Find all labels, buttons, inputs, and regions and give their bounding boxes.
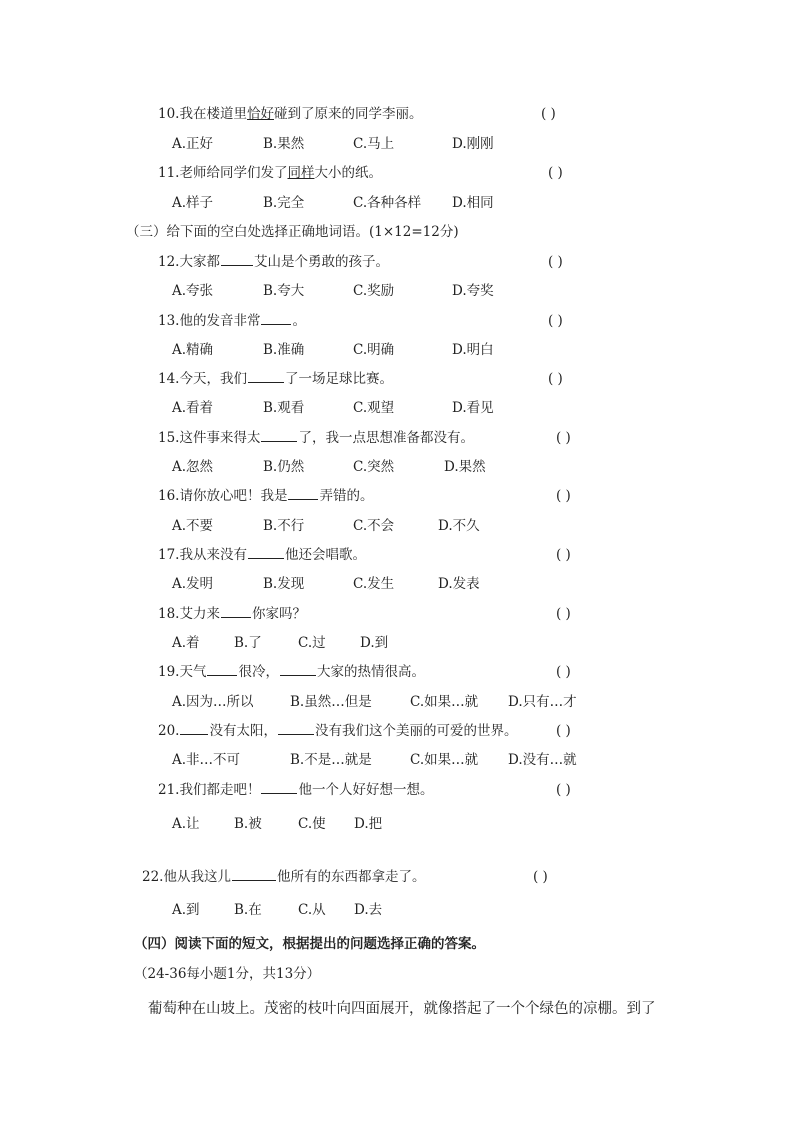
question-20 [158,722,517,740]
question-text: 16.请你放心吧！我是 [158,488,288,504]
answer-paren-17[interactable]: ( ) [556,547,571,563]
option-c[interactable]: C.不会 [353,518,395,534]
option-d[interactable]: D.相同 [452,195,494,211]
option-c[interactable]: C.观望 [353,400,395,416]
question-10 [158,105,422,123]
question-text: 17.我从来没有 [158,547,247,563]
underlined-word: 同样 [287,165,315,181]
option-a[interactable]: A.因为…所以 [172,694,254,710]
option-d[interactable]: D.到 [360,635,389,651]
question-text: 了，我一点思想准备都没有。 [298,430,474,446]
question-text: 大小的纸。 [314,165,382,181]
option-b[interactable]: B.发现 [263,576,305,592]
question-text: 大家的热情很高。 [316,664,425,680]
blank[interactable] [232,868,276,881]
option-a[interactable]: A.正好 [172,136,214,152]
blank[interactable] [261,429,297,442]
option-d[interactable]: D.没有…就 [508,752,577,768]
question-15 [158,429,474,447]
option-c[interactable]: C.突然 [353,459,395,475]
option-c[interactable]: C.明确 [353,342,395,358]
option-c[interactable]: C.发生 [353,576,395,592]
question-text: 很冷， [238,664,279,680]
question-text: 艾山是个勇敢的孩子。 [253,254,389,270]
question-text: 14.今天，我们 [158,371,247,387]
option-d[interactable]: D.刚刚 [452,136,494,152]
question-text: 10.我在楼道里 [158,106,247,122]
question-12 [158,253,389,271]
section-3-heading: （三）给下面的空白处选择正确地词语。(1×12=12分) [126,224,459,240]
question-text: 15.这件事来得太 [158,430,261,446]
option-d[interactable]: D.明白 [452,342,494,358]
option-b[interactable]: B.准确 [263,342,305,358]
option-c[interactable]: C.如果…就 [410,694,479,710]
question-text: 。 [292,313,306,329]
option-a[interactable]: A.到 [172,902,200,918]
answer-paren-12[interactable]: ( ) [548,254,563,270]
question-16 [158,487,373,505]
option-c[interactable]: C.各种各样 [353,195,422,211]
option-d[interactable]: D.夸奖 [452,283,494,299]
option-a[interactable]: A.夸张 [172,283,214,299]
question-text: 19.天气 [158,664,207,680]
question-text: 18.艾力来 [158,606,220,622]
question-text: 碰到了原来的同学李丽。 [273,106,423,122]
option-d[interactable]: D.果然 [444,459,486,475]
answer-paren-18[interactable]: ( ) [556,606,571,622]
question-13 [158,312,306,330]
option-c[interactable]: C.如果…就 [410,752,479,768]
option-d[interactable]: D.去 [354,902,383,918]
blank[interactable] [288,487,318,500]
blank[interactable] [207,663,237,676]
option-c[interactable]: C.从 [298,902,326,918]
blank[interactable] [221,253,253,266]
question-text: 他一个人好好想一想。 [298,782,434,798]
answer-paren-11[interactable]: ( ) [548,165,563,181]
question-text: 12.大家都 [158,254,220,270]
question-18 [158,605,306,623]
blank[interactable] [221,605,251,618]
blank[interactable] [261,781,297,794]
answer-paren-16[interactable]: ( ) [556,488,571,504]
option-c[interactable]: C.马上 [353,136,395,152]
option-d[interactable]: D.把 [354,816,383,832]
underlined-word: 恰好 [246,106,274,122]
option-b[interactable]: B.夸大 [263,283,305,299]
option-d[interactable]: D.发表 [438,576,480,592]
question-19 [158,663,425,681]
question-11 [158,164,382,182]
question-17 [158,546,366,564]
question-text: 13.他的发音非常 [158,313,261,329]
blank[interactable] [280,663,316,676]
option-a[interactable]: A.样子 [172,195,214,211]
question-text: 20. [158,723,180,739]
option-c[interactable]: C.奖励 [353,283,395,299]
question-21 [158,781,433,799]
blank[interactable] [278,722,314,735]
option-a[interactable]: A.非…不可 [172,752,241,768]
answer-paren-20[interactable]: ( ) [556,723,571,739]
answer-paren-19[interactable]: ( ) [556,664,571,680]
question-text: 21.我们都走吧！ [158,782,261,798]
option-a[interactable]: A.忽然 [172,459,214,475]
option-b[interactable]: B.果然 [263,136,305,152]
question-text: 没有我们这个美丽的可爱的世界。 [314,723,518,739]
option-b[interactable]: B.虽然…但是 [290,694,372,710]
option-b[interactable]: B.完全 [263,195,305,211]
answer-paren-22[interactable]: ( ) [533,869,548,885]
option-a[interactable]: A.着 [172,635,200,651]
option-b[interactable]: B.在 [234,902,262,918]
question-text: 11.老师给同学们发了 [158,165,288,181]
question-text: 22.他从我这儿 [142,869,231,885]
answer-paren-13[interactable]: ( ) [548,313,563,329]
option-b[interactable]: B.仍然 [263,459,305,475]
section-4-note: （24-36每小题1分，共13分） [134,966,321,982]
question-text: 没有太阳， [209,723,277,739]
question-text: 了一场足球比赛。 [284,371,393,387]
answer-paren-10[interactable]: ( ) [541,106,556,122]
option-a[interactable]: A.精确 [172,342,214,358]
option-c[interactable]: C.使 [298,816,326,832]
question-text: 弄错的。 [319,488,374,504]
blank[interactable] [248,546,284,559]
option-a[interactable]: A.不要 [172,518,214,534]
option-d[interactable]: D.不久 [438,518,480,534]
answer-paren-14[interactable]: ( ) [548,371,563,387]
option-a[interactable]: A.发明 [172,576,214,592]
option-b[interactable]: B.不是…就是 [290,752,372,768]
question-text: 你家吗？ [251,606,306,622]
option-d[interactable]: D.只有…才 [508,694,577,710]
section-4-heading: （四）阅读下面的短文，根据提出的问题选择正确的答案。 [134,936,485,952]
option-c[interactable]: C.过 [298,635,326,651]
option-a[interactable]: A.让 [172,816,200,832]
option-a[interactable]: A.看着 [172,400,214,416]
option-b[interactable]: B.不行 [263,518,305,534]
option-d[interactable]: D.看见 [452,400,494,416]
blank[interactable] [248,370,284,383]
blank[interactable] [261,312,291,325]
answer-paren-21[interactable]: ( ) [556,782,571,798]
option-b[interactable]: B.被 [234,816,262,832]
option-b[interactable]: B.了 [234,635,262,651]
question-14 [158,370,393,388]
question-22 [142,868,425,886]
blank[interactable] [180,722,208,735]
question-text: 他所有的东西都拿走了。 [276,869,426,885]
question-text: 他还会唱歌。 [284,547,366,563]
option-b[interactable]: B.观看 [263,400,305,416]
answer-paren-15[interactable]: ( ) [556,430,571,446]
reading-passage: 葡萄种在山坡上。茂密的枝叶向四面展开，就像搭起了一个个绿色的凉棚。到了 [148,1001,656,1017]
